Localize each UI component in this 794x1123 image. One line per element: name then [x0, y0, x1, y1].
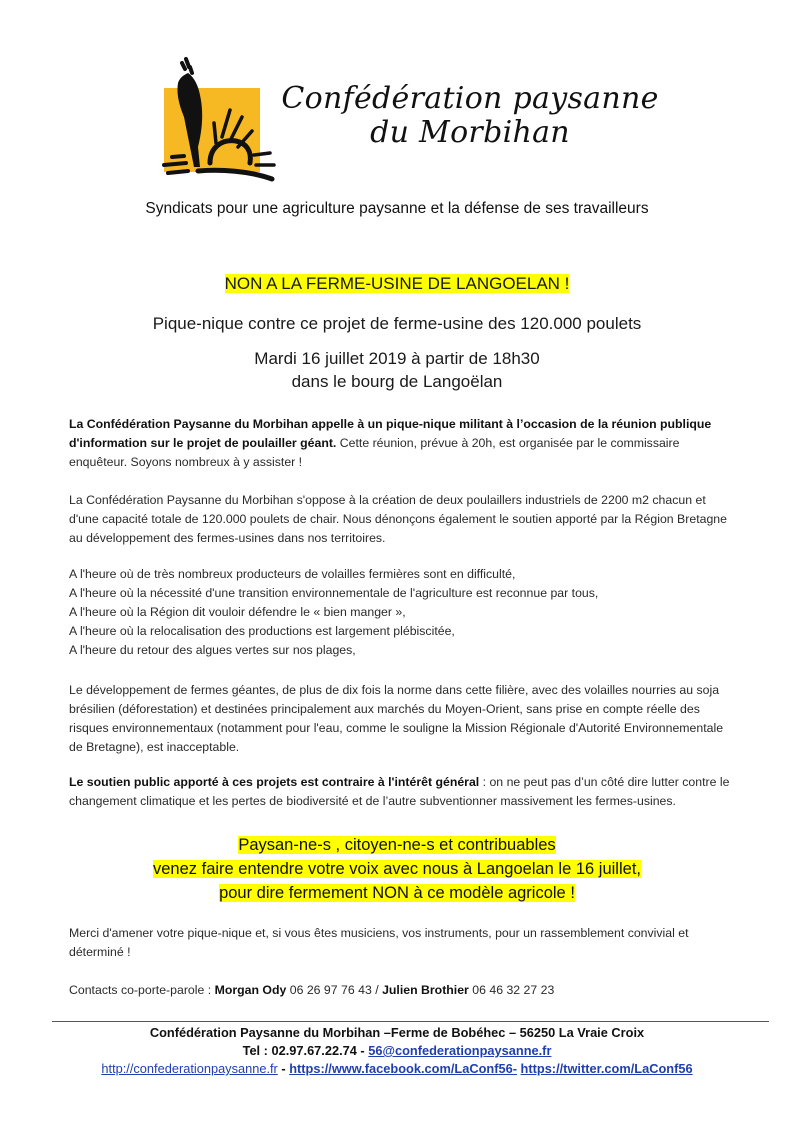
- event-place: dans le bourg de Langoëlan: [291, 372, 503, 391]
- reason-item: A l'heure où la Région dit vouloir défendre le « bien manger »,: [69, 605, 406, 619]
- organization-name: [270, 82, 670, 150]
- sub-headline: Pique-nique contre ce projet de ferme-usine des 120.000 poulets: [152, 314, 642, 333]
- call-to-action: [0, 833, 794, 905]
- tagline: Syndicats pour une agriculture paysanne et la défense de ses travailleurs: [145, 200, 649, 217]
- reasons-list: [69, 565, 734, 660]
- wheat-sun-logo-icon: [150, 55, 280, 185]
- main-headline-text: NON A LA FERME-USINE DE LANGOELAN !: [224, 274, 570, 293]
- event-datetime-place: [0, 347, 794, 393]
- paragraph-unacceptable: Le développement de fermes géantes, de plus de dix fois la norme dans cette filière, avec des volailles nourries au soja brésilien (déforestation) et destinées principalement aux marchés du Moyen-Orient, sans prise en compte réelle des risques environnementaux (notamment pour l'eau, comme le souligne la Mission Régionale d'Autorité Environnementale de Bretagne), est inacceptable.: [69, 683, 724, 754]
- paragraph-public-support: [69, 773, 734, 811]
- org-name-line2: du Morbihan: [370, 115, 570, 150]
- reason-item: A l'heure du retour des algues vertes sur nos plages,: [69, 643, 356, 657]
- contact-name: Morgan Ody: [214, 983, 287, 997]
- reason-item: A l'heure où de très nombreux producteurs de volailles fermières sont en difficulté,: [69, 567, 516, 581]
- event-date: Mardi 16 juillet 2019 à partir de 18h30: [254, 349, 540, 368]
- contact-name: Julien Brothier: [382, 983, 469, 997]
- footer-links: [0, 1060, 794, 1078]
- link-separator: -: [277, 1061, 290, 1076]
- footer: [0, 1024, 794, 1078]
- main-headline: [0, 274, 794, 294]
- reason-item: A l'heure où la relocalisation des productions est largement plébiscitée,: [69, 624, 455, 638]
- paragraph-call-bold: La Confédération Paysanne du Morbihan appelle à un pique-nique militant à l’occasion de la réunion publique d'information sur le projet de poulailler géant.: [69, 417, 712, 450]
- twitter-link[interactable]: https://twitter.com/LaConf56: [520, 1061, 693, 1076]
- paragraph-public-support-rest: : on ne peut pas d’un côté dire lutter contre le changement climatique et les pertes de biodiversité et de l’autre subventionner massivement les fermes-usines.: [69, 775, 730, 808]
- footer-contact-line: [0, 1042, 794, 1060]
- footer-address: Confédération Paysanne du Morbihan –Ferme de Bobéhec – 56250 La Vraie Croix: [149, 1025, 645, 1040]
- contacts-line: [69, 981, 734, 1000]
- paragraph-public-support-bold: Le soutien public apporté à ces projets est contraire à l'intérêt général: [69, 775, 480, 789]
- paragraph-bring-picnic: Merci d'amener votre pique-nique et, si vous êtes musiciens, vos instruments, pour un rassemblement convivial et déterminé !: [69, 926, 689, 959]
- website-link[interactable]: http://confederationpaysanne.fr: [101, 1061, 278, 1076]
- call-to-action-line3: pour dire fermement NON à ce modèle agricole !: [219, 884, 575, 902]
- contact-phone: 06 26 97 76 43 /: [286, 983, 383, 997]
- paragraph-opposition: La Confédération Paysanne du Morbihan s'oppose à la création de deux poulaillers industriels de 2200 m2 chacun et d'une capacité totale de 120.000 poulets de chair. Nous dénonçons également le soutien apporté par la Région Bretagne au développement des fermes-usines dans nos territoires.: [69, 493, 727, 545]
- org-name-line1: Confédération paysanne: [281, 81, 659, 116]
- footer-tel: Tel : 02.97.67.22.74 -: [242, 1043, 369, 1058]
- contacts-label: Contacts co-porte-parole :: [69, 983, 215, 997]
- call-to-action-line2: venez faire entendre votre voix avec nous à Langoelan le 16 juillet,: [153, 860, 641, 878]
- paragraph-call-rest: Cette réunion, prévue à 20h, est organisée par le commissaire enquêteur. Soyons nombreux à y assister !: [69, 436, 680, 469]
- facebook-link[interactable]: https://www.facebook.com/LaConf56-: [289, 1061, 517, 1076]
- footer-divider: [52, 1021, 769, 1022]
- contact-phone: 06 46 32 27 23: [468, 983, 555, 997]
- call-to-action-line1: Paysan-ne-s , citoyen-ne-s et contribuables: [238, 836, 556, 854]
- reason-item: A l'heure où la nécessité d'une transition environnementale de l'agriculture est reconnue par tous,: [69, 586, 599, 600]
- paragraph-call: [69, 415, 734, 472]
- email-link[interactable]: 56@confederationpaysanne.fr: [368, 1043, 552, 1058]
